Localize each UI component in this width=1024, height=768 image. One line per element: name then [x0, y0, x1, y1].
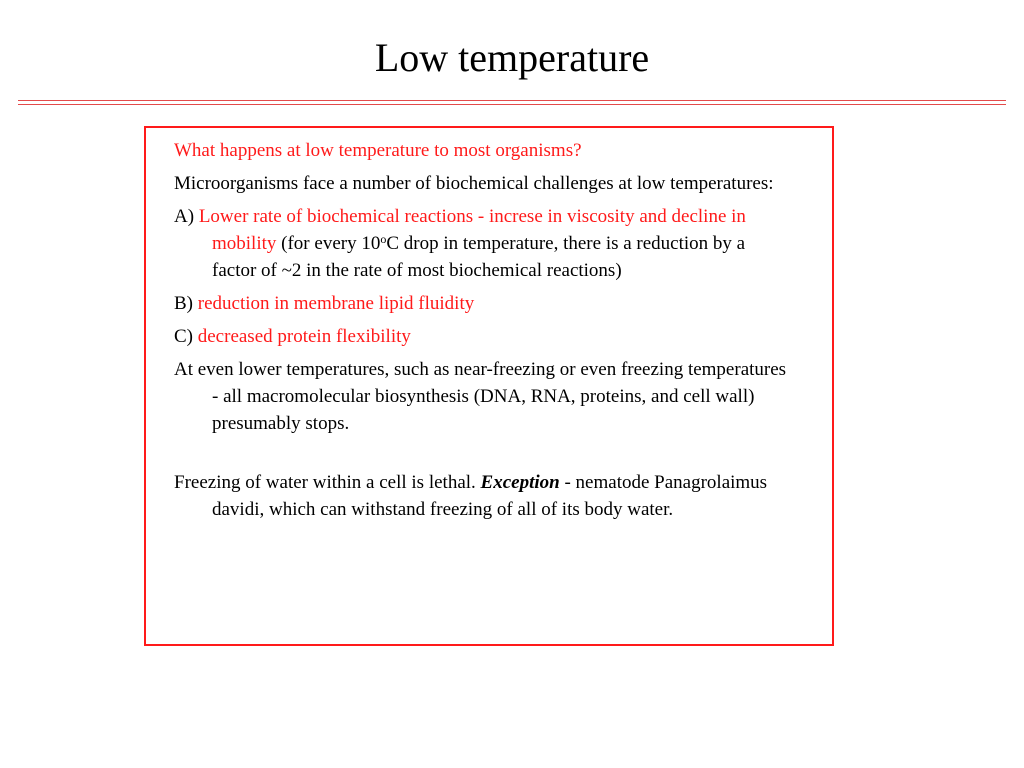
degree-superscript: o: [380, 232, 387, 246]
item-c-highlight: decreased protein flexibility: [197, 326, 411, 347]
item-a-text-after: C drop in temperature, there is a reduction by a factor of ~2 in the rate of most biochemical reactions): [212, 233, 746, 281]
item-a-marker: A): [174, 206, 195, 227]
item-b-marker: B): [174, 293, 193, 314]
slide-title: Low temperature: [374, 35, 650, 80]
item-a-highlight: Lower rate of biochemical reactions - increse in viscosity and decline in mobility: [198, 206, 746, 254]
title-divider-top: [18, 100, 1006, 101]
freezing-text-after: - nematode Panagrolaimus davidi, which can withstand freezing of all of its body water.: [212, 472, 768, 520]
freezing-paragraph: [174, 469, 794, 523]
title-divider-bottom: [18, 104, 1006, 105]
item-a: [174, 203, 794, 284]
lower-temperatures-text: At even lower temperatures, such as near-freezing or even freezing temperatures - all macromolecular biosynthesis (DNA, RNA, proteins, and cell wall) presumably stops.: [174, 359, 787, 434]
question-text: What happens at low temperature to most organisms?: [174, 140, 582, 161]
content-body: [174, 137, 794, 529]
item-b-highlight: reduction in membrane lipid fluidity: [197, 293, 475, 314]
intro-text: Microorganisms face a number of biochemical challenges at low temperatures:: [174, 173, 774, 194]
freezing-text-before: Freezing of water within a cell is lethal.: [174, 472, 476, 493]
item-b: [174, 290, 794, 317]
item-c: [174, 323, 794, 350]
item-c-marker: C): [174, 326, 193, 347]
exception-label: Exception: [480, 472, 560, 493]
item-a-text-before: (for every 10: [281, 233, 381, 254]
